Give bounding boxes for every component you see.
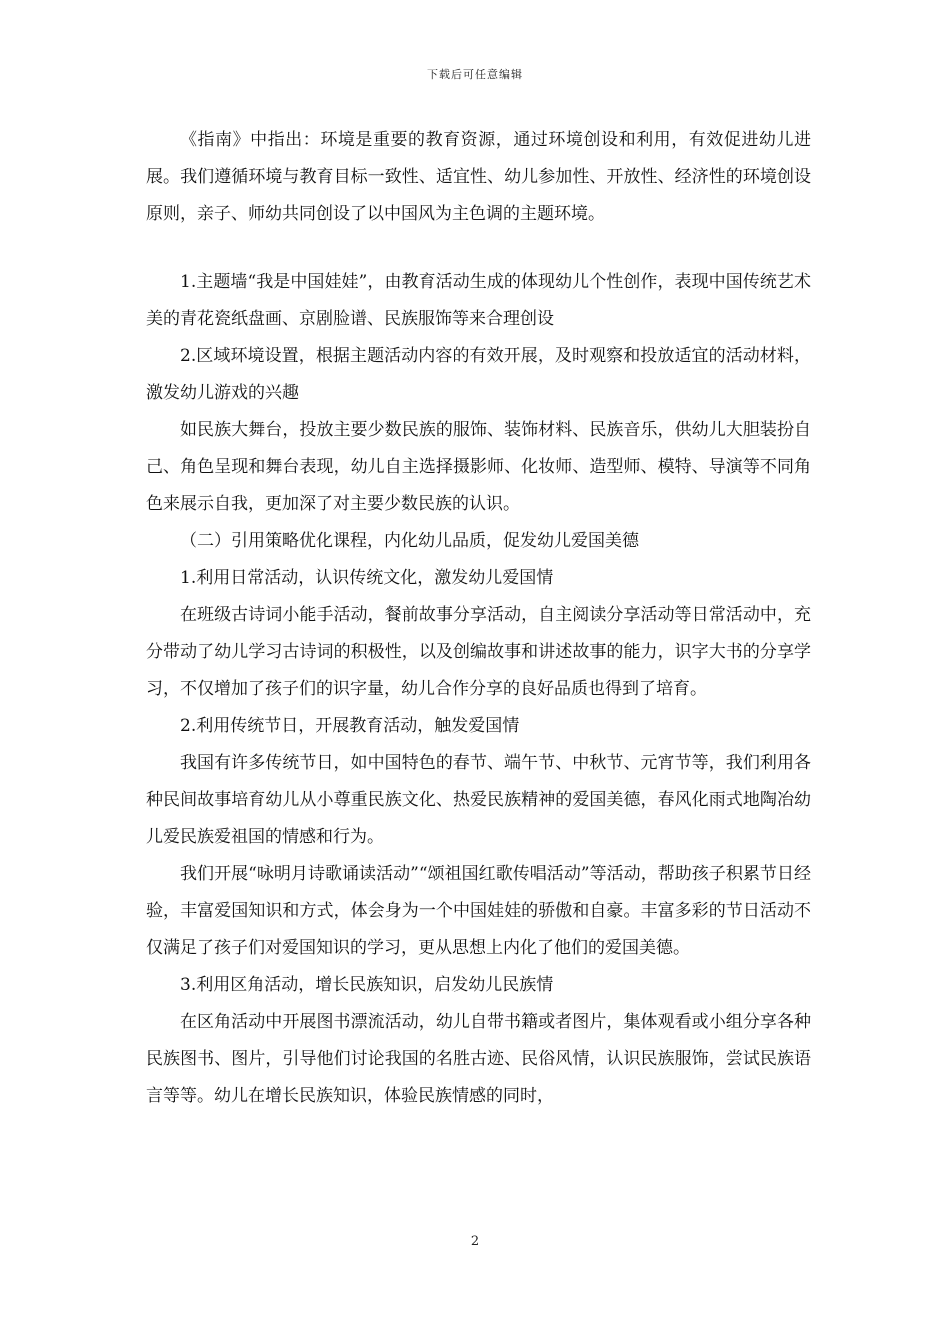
paragraph-area-setup: 2.区域环境设置，根据主题活动内容的有效开展，及时观察和投放适宜的活动材料，激发幼儿游戏的兴趣: [146, 346, 811, 403]
paragraph-theme-wall: 1.主题墙“我是中国娃娃”，由教育活动生成的体现幼儿个性创作，表现中国传统艺术美的青花瓷纸盘画、京剧脸谱、民族服饰等来合理创设: [146, 272, 811, 329]
paragraph-festival-events: 我们开展“咏明月诗歌诵读活动”“颂祖国红歌传唱活动”等活动，帮助孩子积累节日经验，丰富爱国知识和方式，体会身为一个中国娃娃的骄傲和自豪。丰富多彩的节日活动不仅满足了孩子们对爱国知识的学习，更从思想上内化了他们的爱国美德。: [146, 864, 811, 958]
document-body: [146, 122, 811, 1115]
subheading-daily-activities: 1.利用日常活动，认识传统文化，激发幼儿爱国情: [180, 568, 554, 588]
section-heading-strategy: （二）引用策略优化课程，内化幼儿品质，促发幼儿爱国美德: [180, 531, 639, 551]
paragraph-guide-intro: 《指南》中指出：环境是重要的教育资源，通过环境创设和利用，有效促进幼儿进展。我们遵循环境与教育目标一致性、适宜性、幼儿参加性、开放性、经济性的环境创设原则，亲子、师幼共同创设了以中国风为主色调的主题环境。: [146, 130, 811, 224]
page-header: 下载后可任意编辑: [427, 68, 523, 81]
paragraph-festivals: 我国有许多传统节日，如中国特色的春节、端午节、中秋节、元宵节等，我们利用各种民间故事培育幼儿从小尊重民族文化、热爱民族精神的爱国美德，春风化雨式地陶冶幼儿爱民族爱祖国的情感和行为。: [146, 753, 811, 847]
paragraph-daily-activities: 在班级古诗词小能手活动，餐前故事分享活动，自主阅读分享活动等日常活动中，充分带动了幼儿学习古诗词的积极性，以及创编故事和讲述故事的能力，识字大书的分享学习，不仅增加了孩子们的识字量，幼儿合作分享的良好品质也得到了培育。: [146, 605, 811, 699]
paragraph-corner-activities: 在区角活动中开展图书漂流活动，幼儿自带书籍或者图片，集体观看或小组分享各种民族图书、图片，引导他们讨论我国的名胜古迹、民俗风情，认识民族服饰，尝试民族语言等等。幼儿在增长民族知识，体验民族情感的同时，: [146, 1012, 811, 1106]
subheading-corner-activities: 3.利用区角活动，增长民族知识，启发幼儿民族情: [180, 975, 554, 995]
paragraph-ethnic-stage: 如民族大舞台，投放主要少数民族的服饰、装饰材料、民族音乐，供幼儿大胆装扮自己、角色呈现和舞台表现，幼儿自主选择摄影师、化妆师、造型师、模特、导演等不同角色来展示自我，更加深了对主要少数民族的认识。: [146, 420, 811, 514]
subheading-festivals: 2.利用传统节日，开展教育活动，触发爱国情: [180, 716, 520, 736]
page-number: 2: [470, 1234, 480, 1249]
